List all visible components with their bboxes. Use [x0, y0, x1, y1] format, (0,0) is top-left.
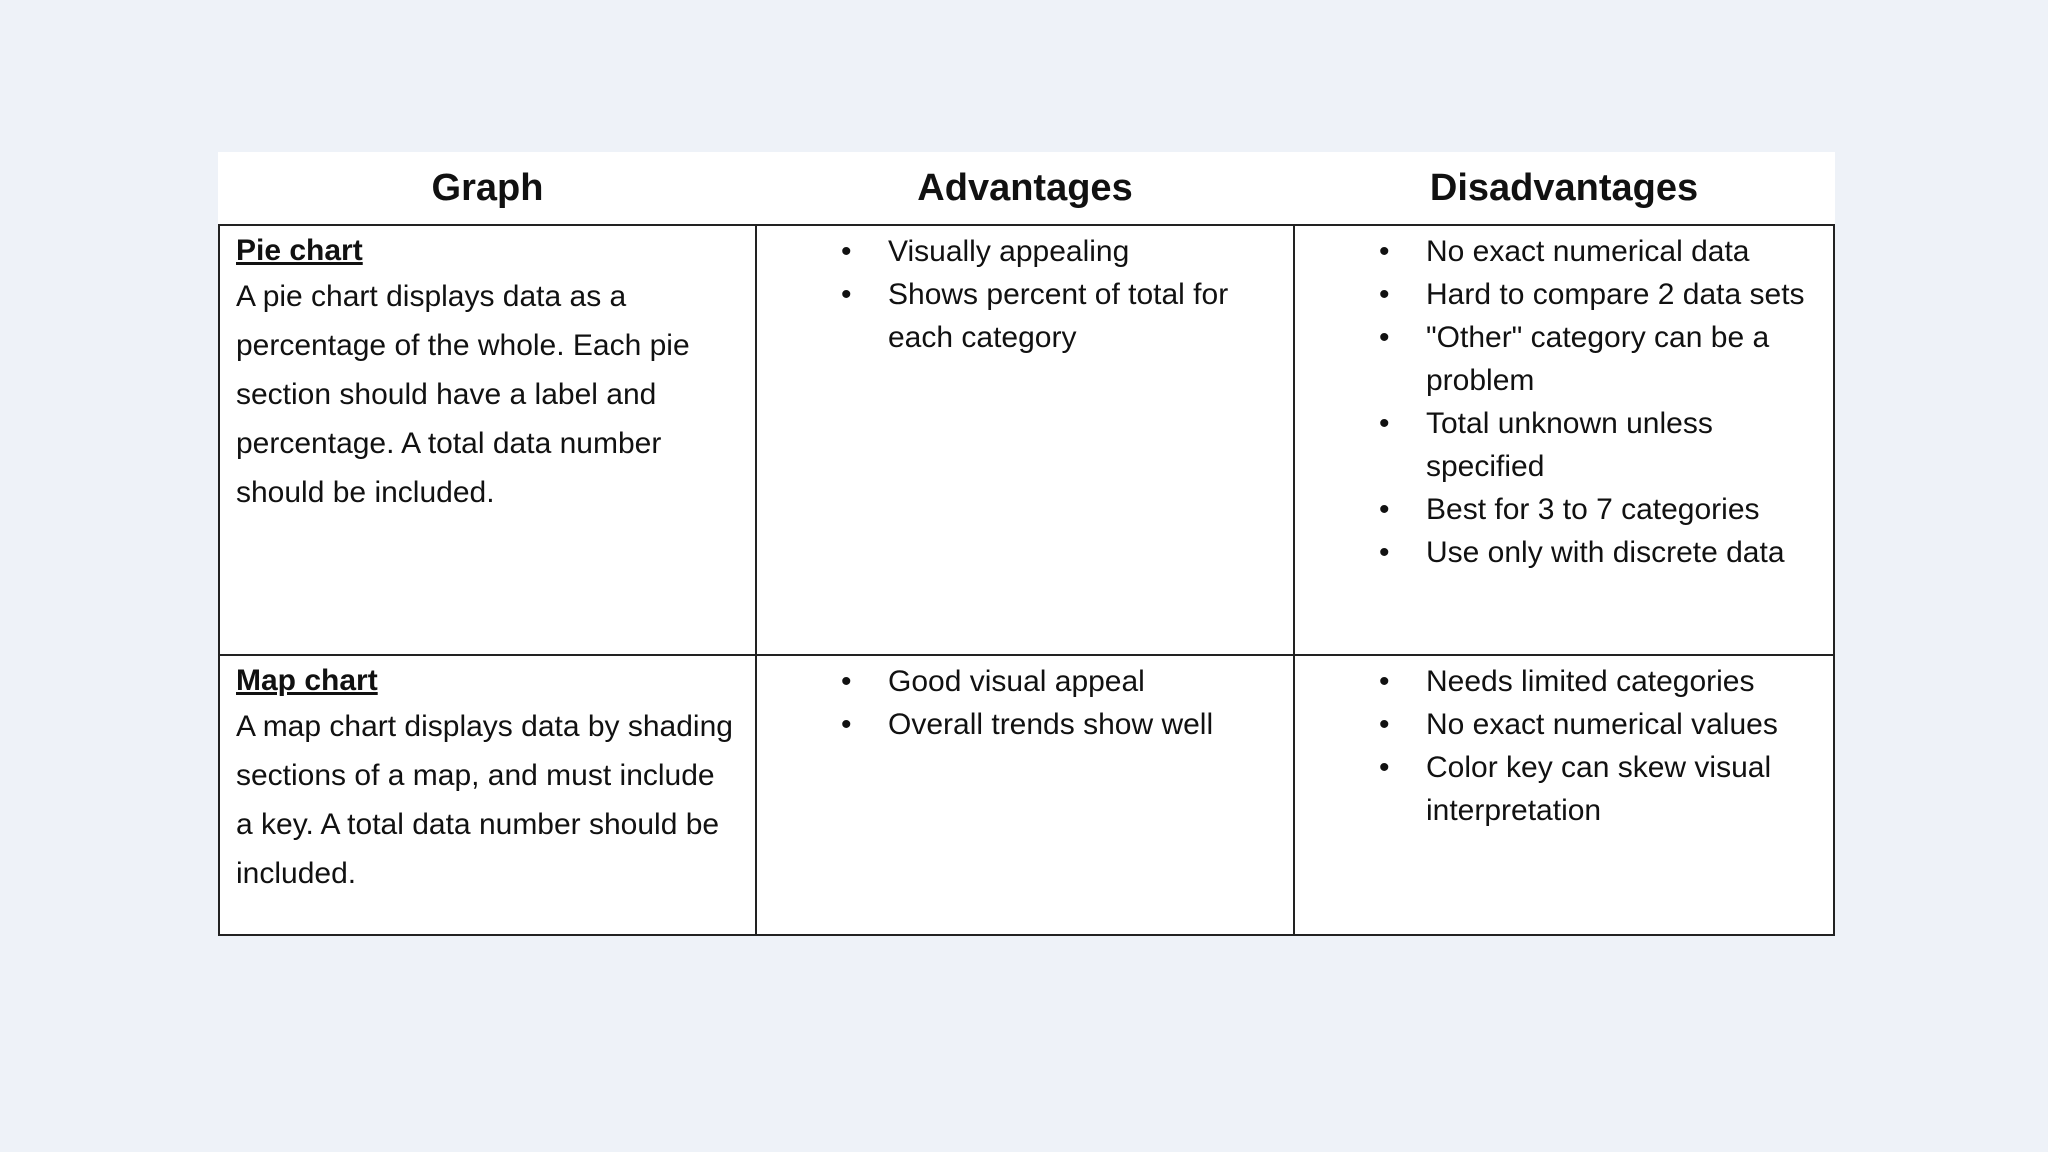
graph-comparison-table — [218, 152, 1835, 936]
list-item: • Use only with discrete data — [1311, 531, 1817, 574]
graph-cell — [219, 655, 756, 935]
bullet-icon: • — [1379, 708, 1390, 741]
list-item: • Total unknown unless specified — [1311, 402, 1817, 488]
bullet-icon: • — [1379, 751, 1390, 784]
list-item: • Color key can skew visual interpretation — [1311, 746, 1817, 832]
list-item: • Shows percent of total for each category — [773, 273, 1277, 359]
bullet-icon: • — [1379, 493, 1390, 526]
header-disadvantages: Disadvantages — [1294, 152, 1834, 225]
bullet-icon: • — [1379, 407, 1390, 440]
list-item: • Visually appealing — [773, 230, 1277, 273]
list-item: • No exact numerical values — [1311, 703, 1817, 746]
bullet-icon: • — [1379, 665, 1390, 698]
graph-description: A map chart displays data by shading sections of a map, and must include a key. A total data number should be included. — [236, 710, 733, 890]
bullet-icon: • — [841, 278, 852, 311]
header-row — [219, 152, 1834, 225]
bullet-icon: • — [1379, 536, 1390, 569]
disadvantages-list — [1311, 230, 1817, 574]
comparison-table-wrapper — [218, 152, 1833, 936]
bullet-icon: • — [841, 235, 852, 268]
disadvantages-cell — [1294, 655, 1834, 935]
bullet-icon: • — [1379, 278, 1390, 311]
list-item: • Good visual appeal — [773, 660, 1277, 703]
bullet-icon: • — [841, 665, 852, 698]
graph-title: Pie chart — [236, 234, 363, 267]
table-row-pie-chart — [219, 225, 1834, 655]
list-item: • Needs limited categories — [1311, 660, 1817, 703]
list-item: • Hard to compare 2 data sets — [1311, 273, 1817, 316]
list-item: • Best for 3 to 7 categories — [1311, 488, 1817, 531]
header-advantages: Advantages — [756, 152, 1294, 225]
advantages-list — [773, 230, 1277, 359]
advantages-cell — [756, 655, 1294, 935]
graph-title: Map chart — [236, 664, 378, 697]
disadvantages-list — [1311, 660, 1817, 832]
list-item: • "Other" category can be a problem — [1311, 316, 1817, 402]
bullet-icon: • — [1379, 235, 1390, 268]
header-graph: Graph — [219, 152, 756, 225]
graph-cell — [219, 225, 756, 655]
table-row-map-chart — [219, 655, 1834, 935]
list-item: • No exact numerical data — [1311, 230, 1817, 273]
disadvantages-cell — [1294, 225, 1834, 655]
list-item: • Overall trends show well — [773, 703, 1277, 746]
advantages-cell — [756, 225, 1294, 655]
advantages-list — [773, 660, 1277, 746]
graph-description: A pie chart displays data as a percentage of the whole. Each pie section should have a label and percentage. A total data number should be included. — [236, 280, 690, 509]
bullet-icon: • — [841, 708, 852, 741]
bullet-icon: • — [1379, 321, 1390, 354]
